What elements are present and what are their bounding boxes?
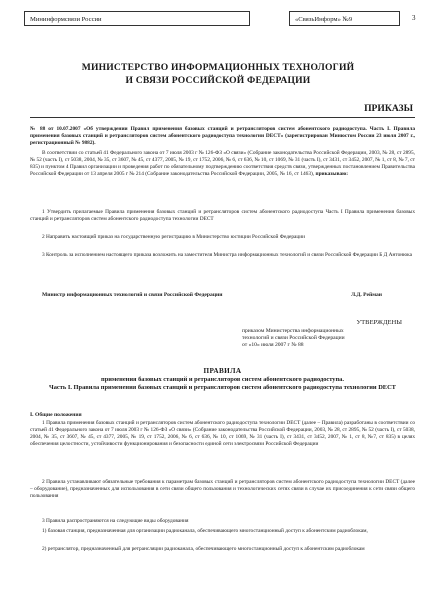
rules-item-1: 1) базовая станция, предназначенная для организации радиоканала, обеспечивающего многостанционный доступ к абонентским радиоблокам, (42, 528, 368, 534)
order-signature (42, 292, 382, 298)
ministry-title-line2: И СВЯЗИ РОССИЙСКОЙ ФЕДЕРАЦИИ (125, 74, 311, 86)
preamble-text: В соответствии со статьей 41 Федерального закона от 7 июля 2003 г № 126-ФЗ «О связи» (Собрание законодательства Российской Федерации, 2003, № 28, ст 2895, № 52 (часть I), ст 5038, 2004, № 35, ст 3607, № 45, ст 4377, 2005, № 19, ст 1752, 2006, № 6, ст 636, № 10, ст 1069, № 31 (часть I), ст 3431, ст 3452, 2007, № 1, ст 8, № 7, ст 835) и пунктом 4 Правил организации и проведения работ по обязательному подтверждению соответствия средств связи, утвержденных постановлением Правительства Российской Федерации от 13 апреля 2005 г № 214 (Собрание законодательства Российской Федерации, 2005, № 16, ст 1463), (30, 150, 415, 178)
approval-block (242, 319, 402, 349)
ministry-title-line1: МИНИСТЕРСТВО ИНФОРМАЦИОННЫХ ТЕХНОЛОГИЙ (81, 62, 355, 73)
header-ministry-box: Мининформсвязи России (24, 11, 250, 26)
order-paragraph-3: 3 Контроль за исполнением настоящего приказа возложить на заместителя Министра информационных технологий и связи Российской Федерации Б Д Антонюка (42, 252, 413, 258)
order-paragraph-preamble (30, 150, 415, 178)
ministry-title (30, 62, 406, 87)
order-paragraph-2: 2 Направить настоящий приказ на государственную регистрацию в Министерство юстиции Российской Федерации (42, 234, 305, 240)
rules-paragraph-3: 3 Правила распространяются на следующие виды оборудования (42, 518, 189, 524)
magazine-header (24, 11, 400, 28)
order-paragraph-1: 1 Утвердить прилагаемые Правила применения базовых станций и ретрансляторов систем абонентского радиодоступа Часть I Правила применения базовых станций и ретрансляторов систем абонентского радиодоступа технологии DECT (30, 209, 415, 223)
preamble-bold: приказываю: (315, 171, 349, 178)
signature-name: Л.Д. Рейман (350, 292, 382, 298)
section-general-heading: I. Общие положения (30, 412, 82, 418)
approval-line3: от «10» июля 2007 г № 88 (242, 342, 304, 349)
signature-role: Министр информационных технологий и связи Российской Федерации (42, 292, 223, 298)
section-label-orders: ПРИКАЗЫ (364, 103, 413, 114)
page-number: 3 (412, 14, 416, 22)
rules-title-block (30, 368, 415, 391)
rules-paragraph-1: 1 Правила применения базовых станций и ретрансляторов систем абонентского радиодоступа технологии DECT (далее – Правила) разработаны в соответствии со статьей 41 Федерального закона от 7 июля 2003 г № 126-ФЗ «О связи» (Собрание законодательства Российской Федерации, 2003, № 28, ст 2895, № 52 (часть I), ст 5038, 2004, № 35, ст 3607, № 45, ст 4377, 2005, № 19, ст 1752, 2006, № 6, ст 636, № 10, ст 1069, № 31 (часть I), ст 3431, ст 3452, 2007, № 1, ст 8, №7, ст 835) в целях обеспечения целостности, устойчивости функционирования и безопасности единой сети электросвязи Российской Федерации (30, 420, 415, 448)
section-divider (30, 117, 415, 118)
rules-paragraph-2: 2 Правила устанавливают обязательные требования к параметрам базовых станций и ретрансляторов систем абонентского радиодоступа технологии DECT (далее – оборудование), предназначенных для использования в сети связи общего пользования и технологических сетях связи в случае их присоединения к сети связи общего пользования (30, 479, 415, 500)
rules-part: Часть I. Правила применения базовых станций и ретрансляторов систем абонентского радиодоступа технологии DECT (49, 383, 396, 391)
rules-subtitle: применения базовых станций и ретрансляторов систем абонентского радиодоступа. (101, 375, 344, 383)
rules-title: ПРАВИЛА (203, 367, 242, 375)
approval-heading: УТВЕРЖДЕНЫ (356, 319, 402, 326)
order-heading: № 88 от 10.07.2007 «Об утверждении Правил применения базовых станций и ретрансляторов систем абонентского радиодоступа. Часть I. Правила применения базовых станций и ретрансляторов систем абонентского радиодоступа технологии DECT» (зарегистрирован Минюстом России 23 июля 2007 г., регистрационный № 9882). (30, 126, 415, 147)
header-issue-box: «СвязьИнформ» №9 (289, 11, 400, 26)
approval-line1: приказом Министерства информационных (242, 328, 344, 335)
approval-line2: технологий и связи Российской Федерации (242, 335, 345, 342)
rules-item-2: 2) ретранслятор, предназначенный для ретрансляции радиоканала, обеспечивающего многостанционный доступ к абонентским радиоблокам (42, 546, 365, 552)
